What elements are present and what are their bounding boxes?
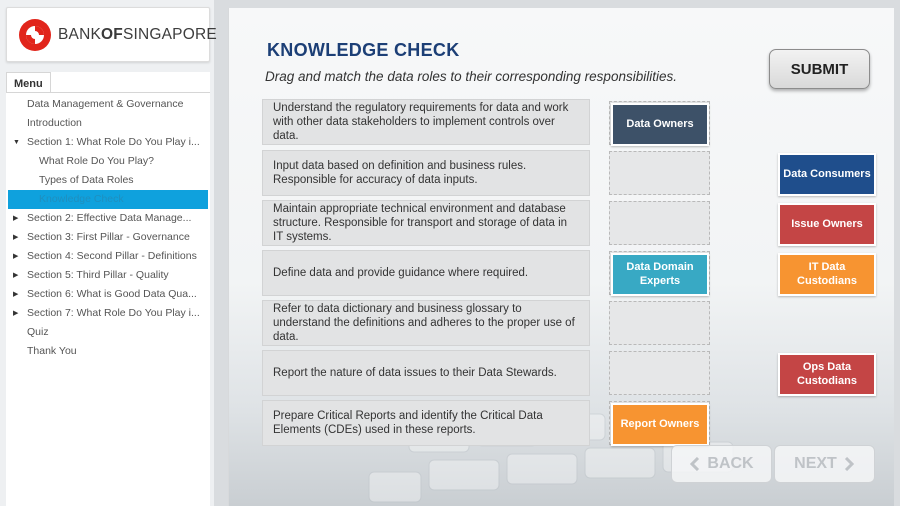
menu-item-label: Quiz [27, 326, 49, 338]
role-tile[interactable]: Data Domain Experts [611, 253, 709, 296]
menu-item[interactable] [8, 304, 208, 323]
responsibility-row: Input data based on definition and business rules. Responsible for accuracy of data inputs. [262, 150, 590, 196]
bank-logo-icon [18, 18, 52, 52]
responsibility-row: Report the nature of data issues to their Data Stewards. [262, 350, 590, 396]
menu-item[interactable] [8, 342, 208, 361]
role-tile[interactable]: Issue Owners [778, 203, 876, 246]
sidebar [0, 0, 217, 506]
caret-right-icon[interactable]: ▶ [13, 215, 19, 222]
role-tile[interactable]: Ops Data Custodians [778, 353, 876, 396]
responsibility-row: Maintain appropriate technical environment and database structure. Responsible for transport and storage of data in IT systems. [262, 200, 590, 246]
drop-target[interactable] [609, 301, 710, 345]
menu-panel [6, 72, 210, 506]
menu-item-label: Thank You [27, 345, 77, 357]
menu-item-label: What Role Do You Play? [39, 155, 154, 167]
menu-item-label: Section 1: What Role Do You Play i... [27, 136, 200, 148]
menu-divider [6, 92, 210, 93]
menu-item-label: Introduction [27, 117, 82, 129]
role-tile[interactable]: Report Owners [611, 403, 709, 446]
instructions-text: Drag and match the data roles to their corresponding responsibilities. [265, 69, 677, 84]
main-content [228, 8, 894, 506]
role-tile[interactable]: Data Consumers [778, 153, 876, 196]
bank-logo [6, 7, 217, 62]
submit-button[interactable]: SUBMIT [769, 49, 870, 89]
caret-down-icon[interactable]: ▼ [13, 139, 20, 146]
caret-right-icon[interactable]: ▶ [13, 291, 19, 298]
responsibility-row: Understand the regulatory requirements for data and work with other data stakeholders to implement controls over data. [262, 99, 590, 145]
caret-right-icon[interactable]: ▶ [13, 253, 19, 260]
menu-item[interactable] [8, 247, 208, 266]
role-tile[interactable]: Data Owners [611, 103, 709, 146]
role-tile[interactable]: IT Data Custodians [778, 253, 876, 296]
page-title: KNOWLEDGE CHECK [267, 40, 460, 60]
menu-item-label: Types of Data Roles [39, 174, 134, 186]
responsibility-row: Refer to data dictionary and business glossary to understand the definitions and adheres to the proper use of data. [262, 300, 590, 346]
menu-item[interactable] [8, 285, 208, 304]
next-label: NEXT [794, 455, 837, 472]
caret-right-icon[interactable]: ▶ [13, 310, 19, 317]
drop-target[interactable] [609, 351, 710, 395]
caret-right-icon[interactable]: ▶ [13, 272, 19, 279]
chevron-left-icon [689, 457, 701, 471]
menu-item-label: Section 5: Third Pillar - Quality [27, 269, 169, 281]
next-button[interactable] [774, 445, 875, 483]
menu-item[interactable] [8, 133, 208, 152]
menu-tab[interactable]: Menu [6, 72, 51, 93]
menu-item[interactable] [8, 266, 208, 285]
menu-item[interactable] [8, 95, 208, 114]
menu-item-label: Section 2: Effective Data Manage... [27, 212, 192, 224]
bank-name: BANKOFSINGAPORE [58, 26, 217, 43]
menu-item-label: Section 7: What Role Do You Play i... [27, 307, 200, 319]
menu-item[interactable] [8, 190, 208, 209]
drop-target[interactable] [609, 151, 710, 195]
drop-target[interactable] [609, 201, 710, 245]
menu-item[interactable] [8, 209, 208, 228]
back-button[interactable] [671, 445, 772, 483]
caret-right-icon[interactable]: ▶ [13, 234, 19, 241]
menu-item-label: Section 4: Second Pillar - Definitions [27, 250, 197, 262]
menu-item-label: Data Management & Governance [27, 98, 184, 110]
menu-item-label: Section 6: What is Good Data Qua... [27, 288, 197, 300]
menu-item[interactable] [8, 171, 208, 190]
menu-item[interactable] [8, 114, 208, 133]
menu-item[interactable] [8, 228, 208, 247]
menu-item-label: Section 3: First Pillar - Governance [27, 231, 190, 243]
back-label: BACK [707, 455, 754, 472]
menu-list [8, 95, 208, 361]
menu-item[interactable] [8, 152, 208, 171]
menu-item[interactable] [8, 323, 208, 342]
chevron-right-icon [843, 457, 855, 471]
responsibility-row: Prepare Critical Reports and identify the Critical Data Elements (CDEs) used in these reports. [262, 400, 590, 446]
menu-item-label: Knowledge Check [39, 193, 124, 205]
responsibility-row: Define data and provide guidance where required. [262, 250, 590, 296]
